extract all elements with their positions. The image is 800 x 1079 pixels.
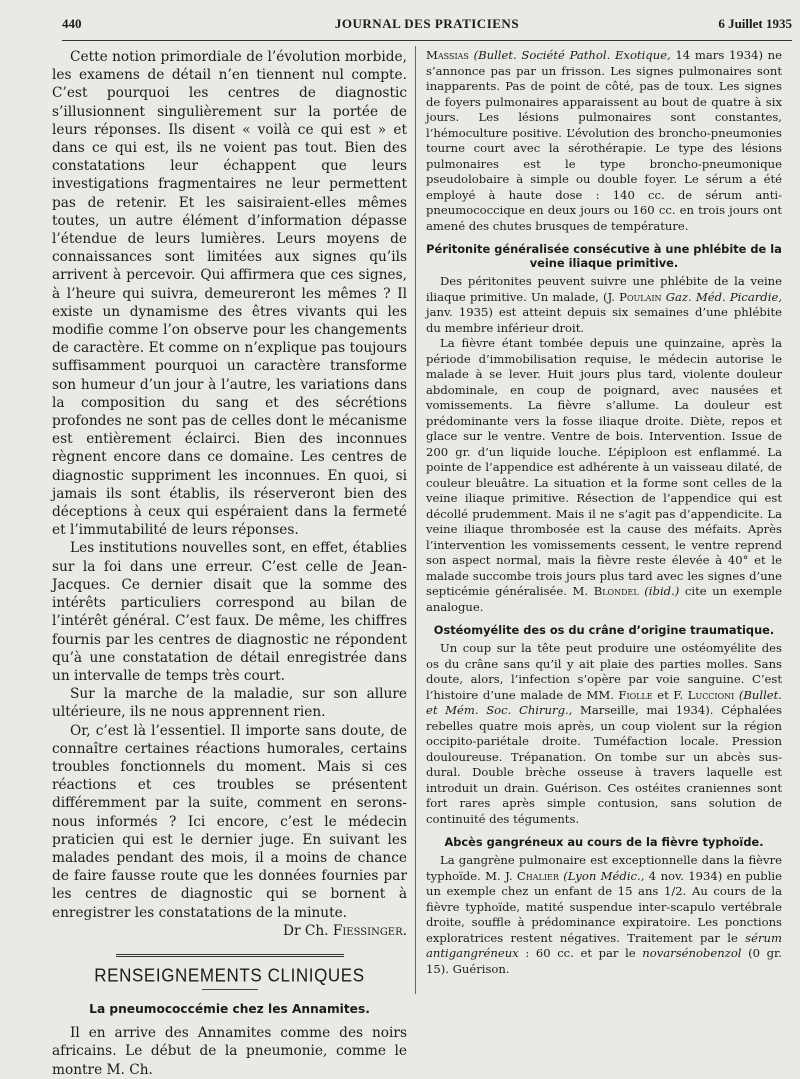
page-header [62,16,792,38]
author-name: Luccioni [687,687,735,702]
paragraph: Sur la marche de la maladie, sur son allure ultérieure, ils ne nous apprennent rien. [52,686,407,721]
paragraph-text: La fièvre étant tombée depuis une quinzaine, après la période d’immobilisation requise, le médecin autorise le malade à se lever. Huit jours plus tard, violente douleur abdominale, en coup de poignard, avec nausées et vomissements. La fièvre s’allume. La douleur est prédominante vers la fosse iliaque droite. Diète, repos et glace sur le ventre. Ventre de bois. Intervention. Issue de 200 gr. d’un liquide louche. L’épiploon est enflammé. La pointe de l’appendice est adhérente à un vaisseau dilaté, de couleur bleuâtre. La situation et la forme sont celles de la veine iliaque primitive. Résection de l’appendice qui est décollé prudemment. Mais il ne s’agit pas d’appendicite. La veine iliaque thrombosée est la cause des méfaits. Après l’intervention les vomissements cessent, le ventre reprend son aspect normal, mais la fièvre reste élevée à 40° et le malade succombe trois jours plus tard avec les signes d’une septicémie généralisée. M. [426,336,782,598]
paragraph-text: Or, c’est là l’essentiel. Il importe sans doute, de connaître certaines réactions humorales, certains troubles fonctionnels du moment. Mais si ces réactions et ces troubles se présentent différemment par la suite, comment en serons-nous informés ? Ici encore, c’est le médecin praticien qui est le dernier juge. En suivant les malades pendant des mois, il a moins de chance de faire fausse route que les données fournies par les centres de diagnostic qui se bornent à enregistrer les constatations de la minute. [52,722,407,921]
treatment-name: sérum antigangréneux [426,930,782,960]
section-title: RENSEIGNEMENTS CLINIQUES [94,964,365,986]
column-divider [415,46,416,994]
paragraph-text: (0 gr. 15). Guérison. [426,946,782,976]
paragraph [426,274,782,336]
paragraph [426,641,782,827]
citation-date: 14 mars 1934) [670,48,763,62]
author-name: Chalier [516,868,559,883]
author-name: Blondel [593,584,639,598]
paragraph-text: Un coup sur la tête peut produire une ostéomyélite des os du crâne sans qu’il y ait plaie des parties molles. Sans doute, alors, l’infection s’opère par voie sanguine. C’est l’histoire d’une malade de MM. [426,641,782,702]
paragraph [426,48,782,234]
citation: (Bullet. Société Pathol. Exotique, [473,48,671,62]
paragraph-text: : 60 cc. et par le [518,946,643,960]
paragraph-text: cite un exemple analogue. [426,584,782,614]
article-heading: Péritonite généralisée consécutive à une phlébite de la veine iliaque primitive. [426,242,782,270]
citation: (ibid.) [638,584,680,598]
double-rule-divider [116,954,344,959]
paragraph-text: janv. 1935) est atteint depuis six semaines d’une phlébite du membre inférieur droit. [426,305,782,335]
article-heading: Ostéomyélite des os du crâne d’origine traumatique. [433,623,775,637]
header-rule [62,40,792,41]
paragraph-text: Marseille, mai 1934). Céphalées rebelles quatre mois après, un coup violent sur la région occipito-pariétale droite. Tuméfaction locale. Pression douloureuse. Trépanation. On tombe sur un abcès sus-dural. Double brèche osseuse à travers laquelle est introduit un drain. Guérison. Ces ostéites craniennes sont fort rares après simple contusion, sans solution de continuité des téguments. [426,703,782,826]
author-name: Massias [426,48,469,62]
issue-date: 6 Juillet 1935 [718,16,792,31]
paragraph [52,722,407,940]
signature-name: Fiessinger. [332,922,407,939]
article-heading: La pneumococcémie chez les Annamites. [89,1002,370,1017]
signature-prefix: Dr Ch. [282,922,333,939]
paragraph-text: et F. [652,687,688,702]
paragraph-text: ne s’annonce pas par un frisson. Les signes pulmonaires sont inapparents. Pas de point de côté, pas de toux. Les signes de foyers pulmonaires apparaissent au bout de quatre à six jours. Les lésions pulmonaires sont constantes, l’hémoculture positive. L’évolution des broncho-pneumonies tourne court avec la sérothérapie. Le type des lésions pulmonaires est le type broncho-pneumonique pseudolobaire à simple ou double foyer. Le sérum a été employé à haute dose : 140 cc. de sérum anti-pneumococcique en deux jours ou 160 cc. en trois jours ont amené des chutes brusques de température. [426,48,782,233]
treatment-name: novarsénobenzol [642,946,742,960]
author-name: Fiolle [618,687,653,702]
citation: (Bullet. et Mém. Soc. Chirurg., [426,687,782,717]
paragraph-text: La gangrène pulmonaire est exceptionnelle dans la fièvre typhoïde. M. J. [426,853,782,883]
paragraph: Cette notion primordiale de l’évolution morbide, les examens de détail n’en tiennent nul compte. C’est pourquoi les centres de diagnostic s’illusionnent singulièrement sur la portée de leurs réponses. Ils disent « voilà ce qui est » et dans ce qui est, ils ne voient pas tout. Bien des constatations leur échappent que leurs investigations fragmentaires ne leur permettent pas de retenir. Et les saisiraient-elles mêmes toutes, un autre élément d’information dépasse l’étendue de leurs lumières. Leurs moyens de connaissances sont limitées aux signes qu’ils arrivent à percevoir. Qui affirmera que ces signes, à l’heure qui suivra, demeureront les mêmes ? Il existe un dynamisme des êtres vivants qui les modifie comme l’on observe pour les changements de caractère. Et comme on n’explique pas toujours suffisamment pourquoi un caractère transforme son humeur d’un jour à l’autre, les variations dans la composition du sang et des sécrétions profondes ne sont pas de celles dont le mécanisme est entièrement éclairci. Bien des inconnues règnent encore dans ce domaine. Les centres de diagnostic suppriment les inconnues. En quoi, si jamais ils sont établis, ils réserveront bien des déceptions à ceux qui espéraient dans la fermeté et l’immutabilité de leurs réponses. [52,49,407,539]
paragraph: Les institutions nouvelles sont, en effet, établies sur la foi dans une erreur. C’est celle de Jean-Jacques. Ce dernier disait que la somme des intérêts particuliers correspond au bilan de l’intérêt général. C’est faux. De même, les chiffres fournis par les centres de diagnostic ne répondent qu’à une constatation de détail enregistrée dans un intervalle de temps très court. [52,540,407,684]
section-underline [202,989,258,990]
citation: Gaz. Méd. Picardie, [661,289,782,304]
paragraph [426,853,782,977]
author-name: Poulain [619,289,662,304]
paragraph: Il en arrive des Annamites comme des noirs africains. Le début de la pneumonie, comme le montre M. Ch. [52,1025,407,1078]
paragraph-text: 4 nov. 1934) en publie un exemple chez un enfant de 15 ans 1/2. Au cours de la fièvre typhoïde, matité suspendue inter-scapulo vertébrale droite, souffle à prédominance expiratoire. Les ponctions exploratrices restent négatives. Traitement par le [426,868,782,945]
left-column [52,48,407,1079]
paragraph-text: Des péritonites peuvent suivre une phlébite de la veine iliaque primitive. Un malade, (J. [426,274,782,304]
article-heading: Abcès gangréneux au cours de la fièvre typhoïde. [444,835,764,849]
journal-title: JOURNAL DES PRATICIENS [334,16,520,31]
right-column [426,48,782,977]
signature [52,922,407,940]
paragraph [426,336,782,615]
page-number: 440 [62,16,82,31]
citation: (Lyon Médic., [558,868,645,883]
